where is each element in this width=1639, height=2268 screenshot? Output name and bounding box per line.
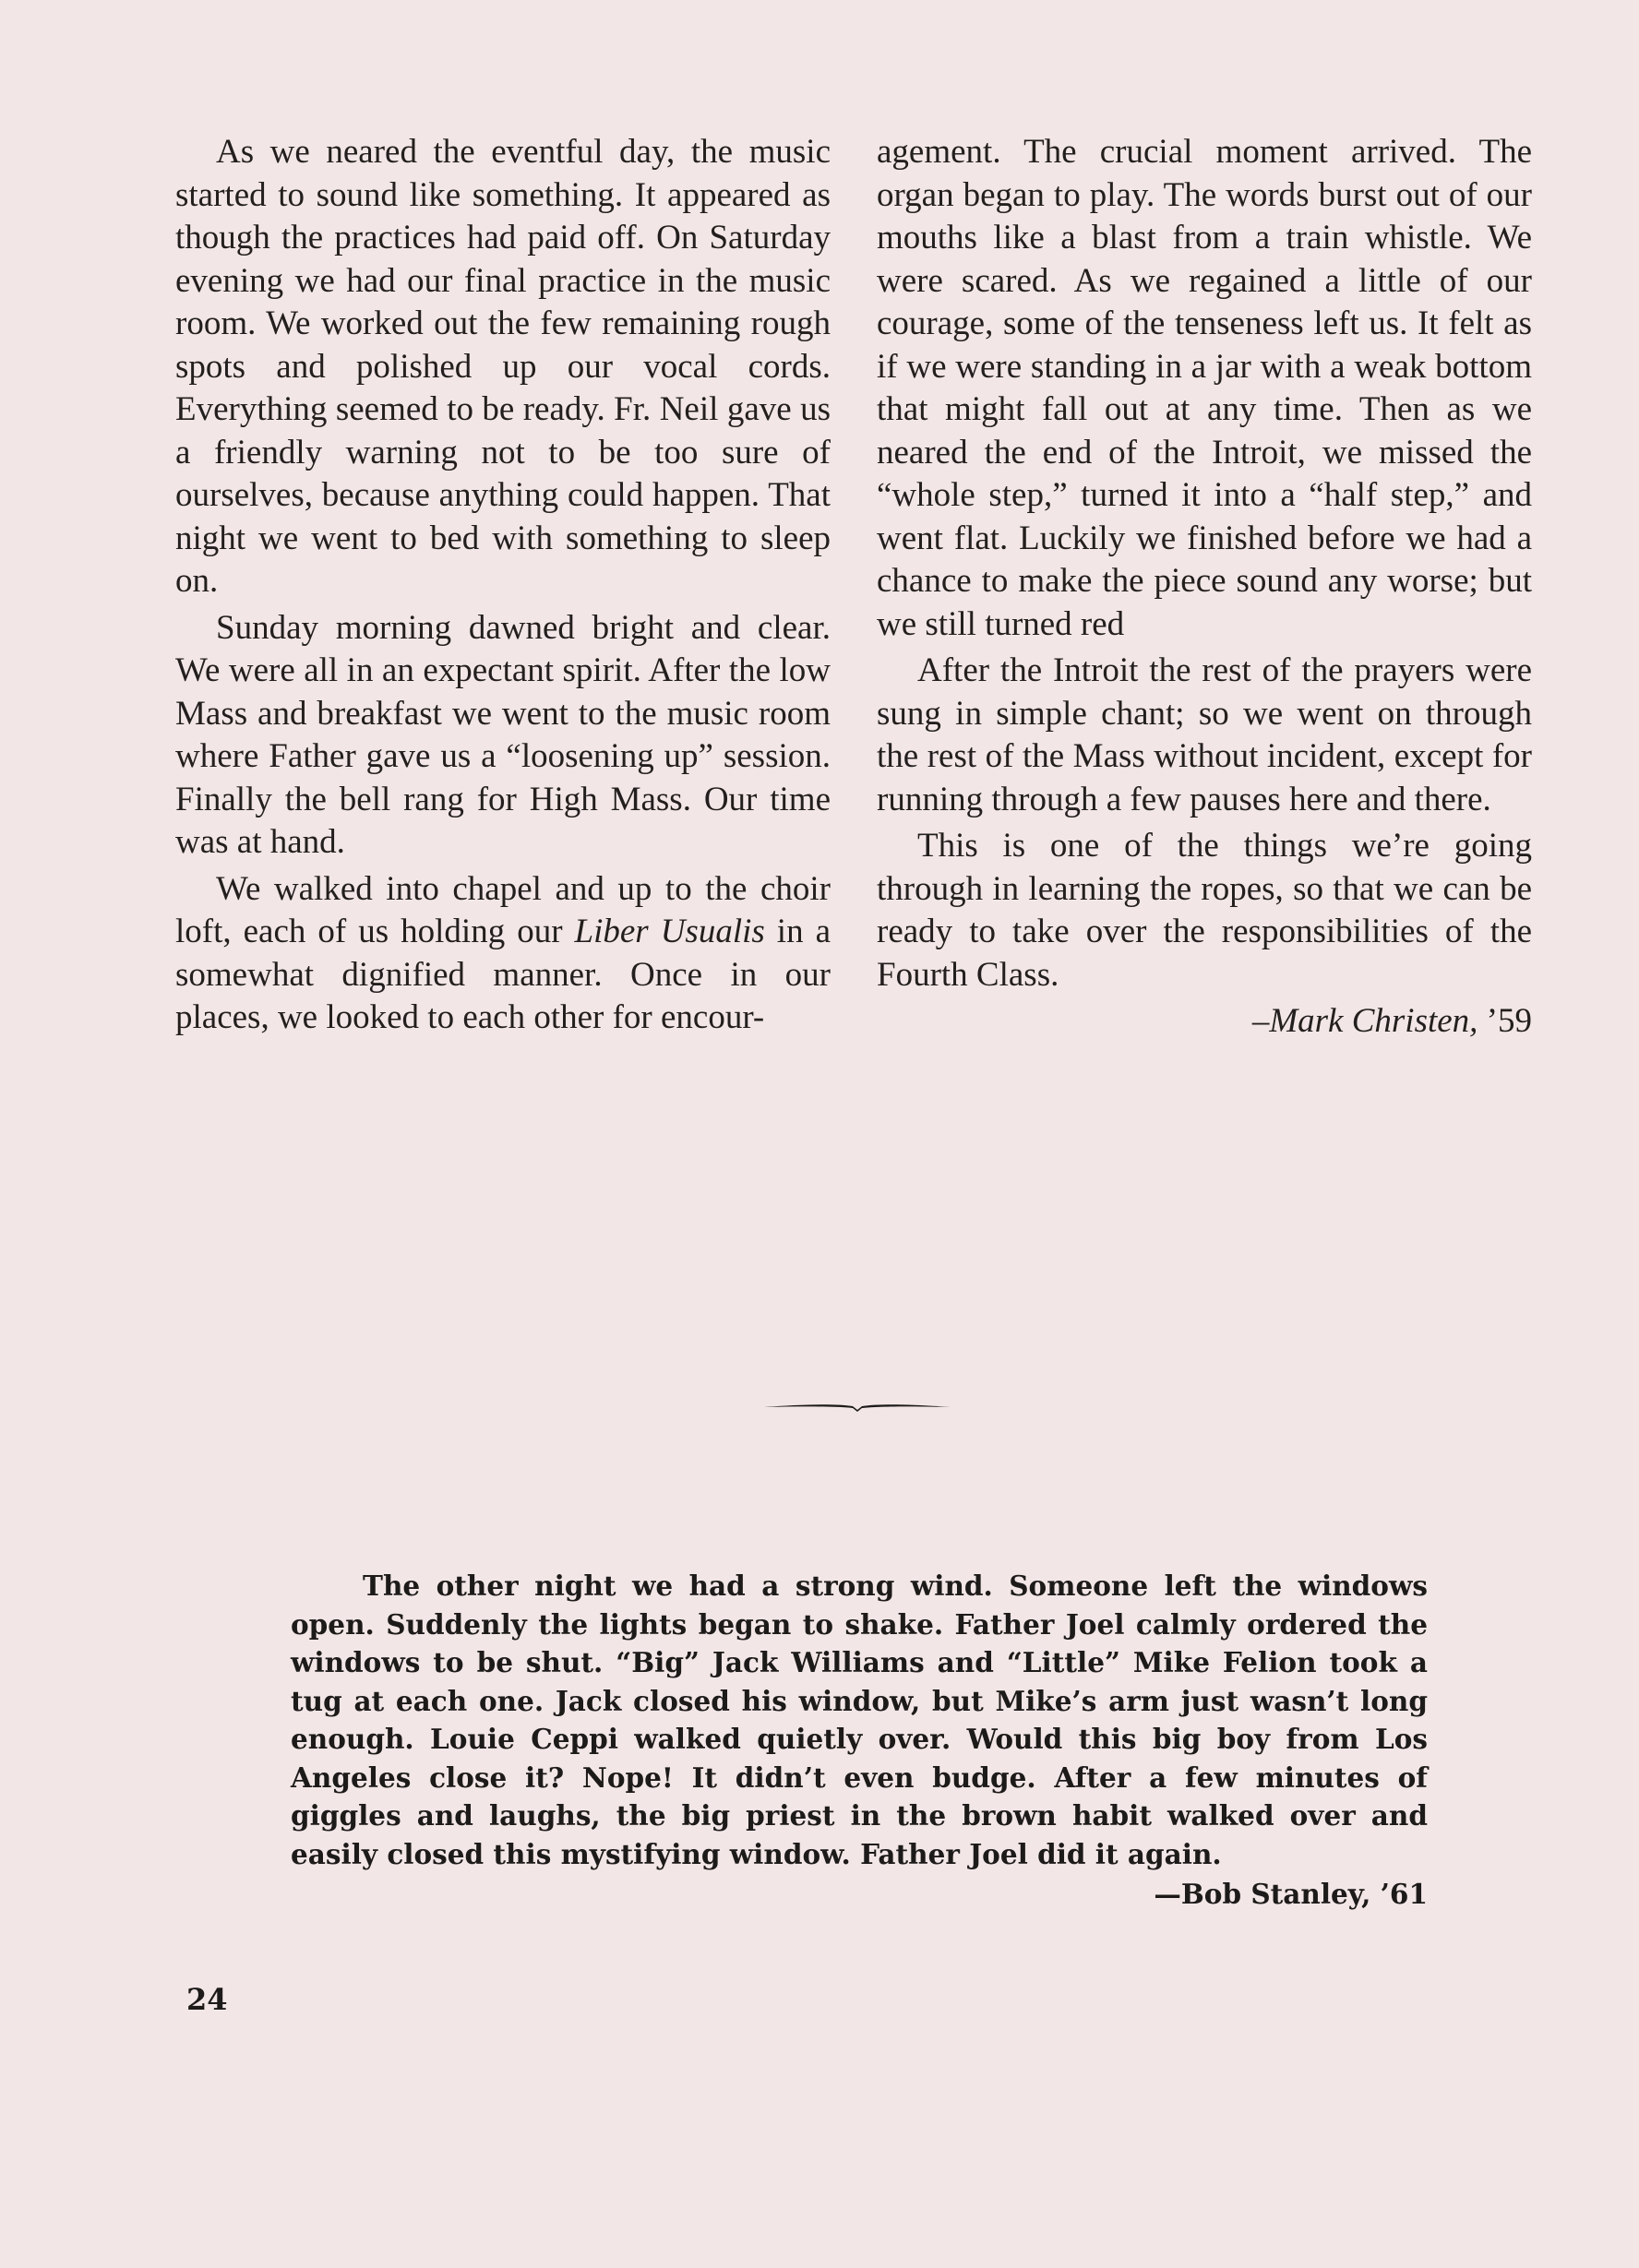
article-paragraph: This is one of the things we’re going through in learning the ropes, so that we can be ready to take over the responsibilities of the Fourth Class. bbox=[877, 827, 1532, 994]
article-author bbox=[877, 1000, 1532, 1044]
article-author-year: ’59 bbox=[1477, 1002, 1532, 1040]
article-text: in a somewhat dignified manner. Once in our places, we looked to each other for encour- bbox=[175, 913, 831, 1036]
section-divider-ornament bbox=[762, 1399, 952, 1415]
article-right-column bbox=[877, 131, 1532, 1044]
page-number: 24 bbox=[186, 1982, 228, 2017]
anecdote-text: The other night we had a strong wind. Someone left the windows open. Suddenly the lights began to shake. Father Joel calmly ordered the windows to be shut. “Big” Jack Williams and “Little” Mike Felion took a tug at each one. Jack closed his window, but Mike’s arm just wasn’t long enough. Louie Ceppi walked quietly over. Would this big boy from Los Angeles close it? Nope! It didn’t even budge. After a few minutes of giggles and laughs, the big priest in the brown habit walked over and easily closed this mystifying window. Father Joel did it again. bbox=[291, 1570, 1428, 1870]
book-title: Liber Usualis bbox=[574, 913, 765, 950]
article-paragraph: Sunday morning dawned bright and clear. We were all in an expectant spirit. After the low Mass and breakfast we went to the music room where Father gave us a “loosening up” session. Finally the bell rang for High Mass. Our time was at hand. bbox=[175, 608, 831, 861]
article-paragraph: As we neared the eventful day, the music started to sound like something. It appeared as though the practices had paid off. On Saturday evening we had our final practice in the music room. We worked out the few remaining rough spots and polished up our vocal cords. Everything seemed to be ready. Fr. Neil gave us a friendly warning not to be too sure of ourselves, because anything could happen. That night we went to bed with something to sleep on. bbox=[175, 133, 831, 600]
article-text: We walked into chapel and up to the choir loft, each of us holding our bbox=[175, 869, 831, 950]
article-paragraph-continuation: agement. The crucial moment arrived. The organ began to play. The words burst out of our mouths like a blast from a train whistle. We were scared. As we regained a little of our courage, some of the tenseness left us. It felt as if we were standing in a jar with a weak bottom that might fall out at any time. Then as we neared the end of the Introit, we missed the “whole step,” turned it into a “half step,” and went flat. Luckily we finished before we had a chance to make the piece sound any worse; but we still turned red bbox=[877, 133, 1532, 643]
anecdote-block bbox=[291, 1567, 1428, 1914]
article-left-column bbox=[175, 131, 831, 1040]
article-paragraph: After the Introit the rest of the prayers were sung in simple chant; so we went on through the rest of the Mass without incident, except for running through a few pauses here and there. bbox=[877, 651, 1532, 818]
anecdote-author: —Bob Stanley, ’61 bbox=[1154, 1878, 1428, 1910]
article-author-name: –Mark Christen, bbox=[1251, 1002, 1478, 1040]
article-paragraph bbox=[175, 868, 831, 1040]
